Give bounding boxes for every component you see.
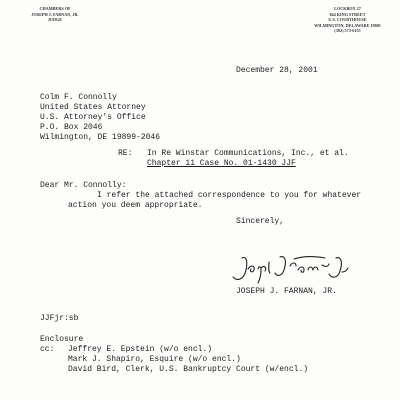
recipient-po-box: P.O. Box 2046 (40, 123, 103, 132)
cc-label: cc: (40, 345, 55, 354)
salutation: Dear Mr. Connolly: (40, 181, 127, 190)
letterhead-line: U.S. COURTHOUSE (328, 17, 367, 23)
cc-line-1: Jeffrey E. Epstein (w/o encl.) (68, 345, 213, 354)
letterhead-line: LOCKBOX 27 (334, 6, 361, 11)
recipient-office: U.S. Attorney's Office (40, 113, 146, 122)
closing: Sincerely, (236, 217, 285, 226)
body-line-1: I refer the attached correspondence to you for whatever (97, 191, 362, 200)
letterhead-line: JOSEPH J. FARNAN, JR. (31, 11, 79, 17)
recipient-title: United States Attorney (40, 103, 146, 112)
recipient-city: Wilmington, DE 19899-2046 (40, 133, 161, 142)
body-line-2: action you deem appropriate. (68, 201, 203, 210)
letterhead-chambers (10, 6, 100, 23)
cc-line-3: David Bird, Clerk, U.S. Bankruptcy Court (w/encl.) (68, 365, 309, 374)
letterhead-line: (302) 573-6155 (334, 28, 361, 34)
letterhead-line: WILMINGTON, DELAWARE 19801 (314, 22, 381, 28)
signature-image (228, 250, 358, 286)
enclosure-note: Enclosure (40, 335, 84, 344)
letter-date: December 28, 2001 (236, 66, 318, 75)
letterhead-line: 844 KING STREET (329, 11, 366, 17)
letterhead-address (300, 6, 395, 34)
re-label: RE: (118, 149, 133, 158)
re-line-2: Chapter 11 Case No. 01-1430 JJF (147, 159, 296, 168)
signature-name: JOSEPH J. FARNAN, JR. (236, 287, 337, 296)
re-line-1: In Re Winstar Communications, Inc., et al. (147, 149, 349, 158)
letterhead-line: JUDGE (47, 17, 63, 23)
cc-line-2: Mark J. Shapiro, Esquire (w/o encl.) (68, 355, 241, 364)
letterhead-line: CHAMBERS OF (39, 6, 71, 11)
recipient-name: Colm F. Connolly (40, 93, 117, 102)
typist-initials: JJFjr:sb (40, 314, 79, 323)
